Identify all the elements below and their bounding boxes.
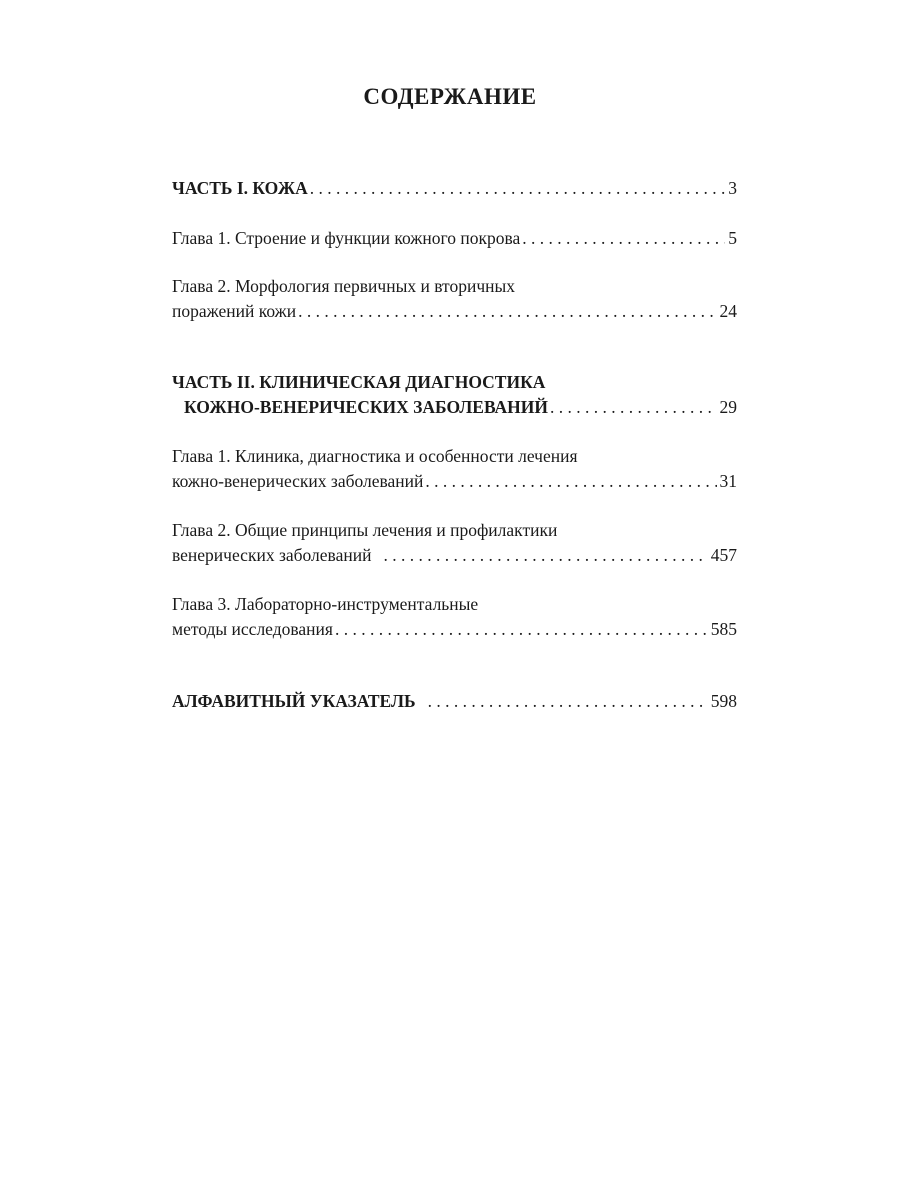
- dot-leader: [310, 176, 725, 201]
- toc-entry-title: ЧАСТЬ I. КОЖА: [172, 178, 308, 198]
- toc-entry-part-2-chapter-2: [172, 518, 737, 568]
- toc-entry-title: Глава 1. Строение и функции кожного покрова: [172, 228, 521, 248]
- toc-entry-part-1-chapter-2: [172, 274, 737, 324]
- dot-leader: [550, 395, 716, 420]
- toc-page-number: 31: [719, 471, 737, 491]
- toc-page-number: 3: [728, 178, 737, 198]
- dot-leader: [298, 299, 716, 324]
- toc-entry-title-line-2: венерических заболеваний: [172, 545, 372, 565]
- toc-page-number: 24: [719, 301, 737, 321]
- toc-entry-part-2-chapter-3: [172, 592, 737, 642]
- toc-entry-title-line-1: Глава 1. Клиника, диагностика и особенности лечения: [172, 446, 578, 466]
- dot-leader: [383, 543, 707, 568]
- dot-leader: [428, 689, 708, 714]
- page-title: СОДЕРЖАНИЕ: [363, 84, 537, 109]
- toc-entry-part-1: [172, 176, 737, 201]
- toc-entry-title-line-2: КОЖНО-ВЕНЕРИЧЕСКИХ ЗАБОЛЕВАНИЙ: [184, 397, 549, 417]
- toc-entry-title-line-1: ЧАСТЬ II. КЛИНИЧЕСКАЯ ДИАГНОСТИКА: [172, 372, 546, 392]
- toc-entry-part-2: [172, 370, 737, 420]
- toc-entry-title: АЛФАВИТНЫЙ УКАЗАТЕЛЬ: [172, 691, 416, 711]
- toc-entry-title-line-2: методы исследования: [172, 619, 333, 639]
- dot-leader: [522, 226, 725, 251]
- toc-page-number: 598: [710, 691, 737, 711]
- toc-entry-part-1-chapter-1: [172, 226, 737, 251]
- toc-page-number: 29: [719, 397, 737, 417]
- toc-entry-title-line-2: поражений кожи: [172, 301, 297, 321]
- toc-page-number: 585: [710, 619, 737, 639]
- toc-page-number: 457: [710, 545, 737, 565]
- toc-entry-title-line-1: Глава 2. Морфология первичных и вторичных: [172, 276, 515, 296]
- toc-page-number: 5: [728, 228, 737, 248]
- toc-entry-part-2-chapter-1: [172, 444, 737, 494]
- toc-entry-index: [172, 689, 737, 714]
- toc-entry-title-line-1: Глава 2. Общие принципы лечения и профилактики: [172, 520, 558, 540]
- dot-leader: [335, 617, 708, 642]
- toc-entry-title-line-2: кожно-венерических заболеваний: [172, 471, 424, 491]
- toc-entry-title-line-1: Глава 3. Лабораторно-инструментальные: [172, 594, 479, 614]
- dot-leader: [425, 469, 716, 494]
